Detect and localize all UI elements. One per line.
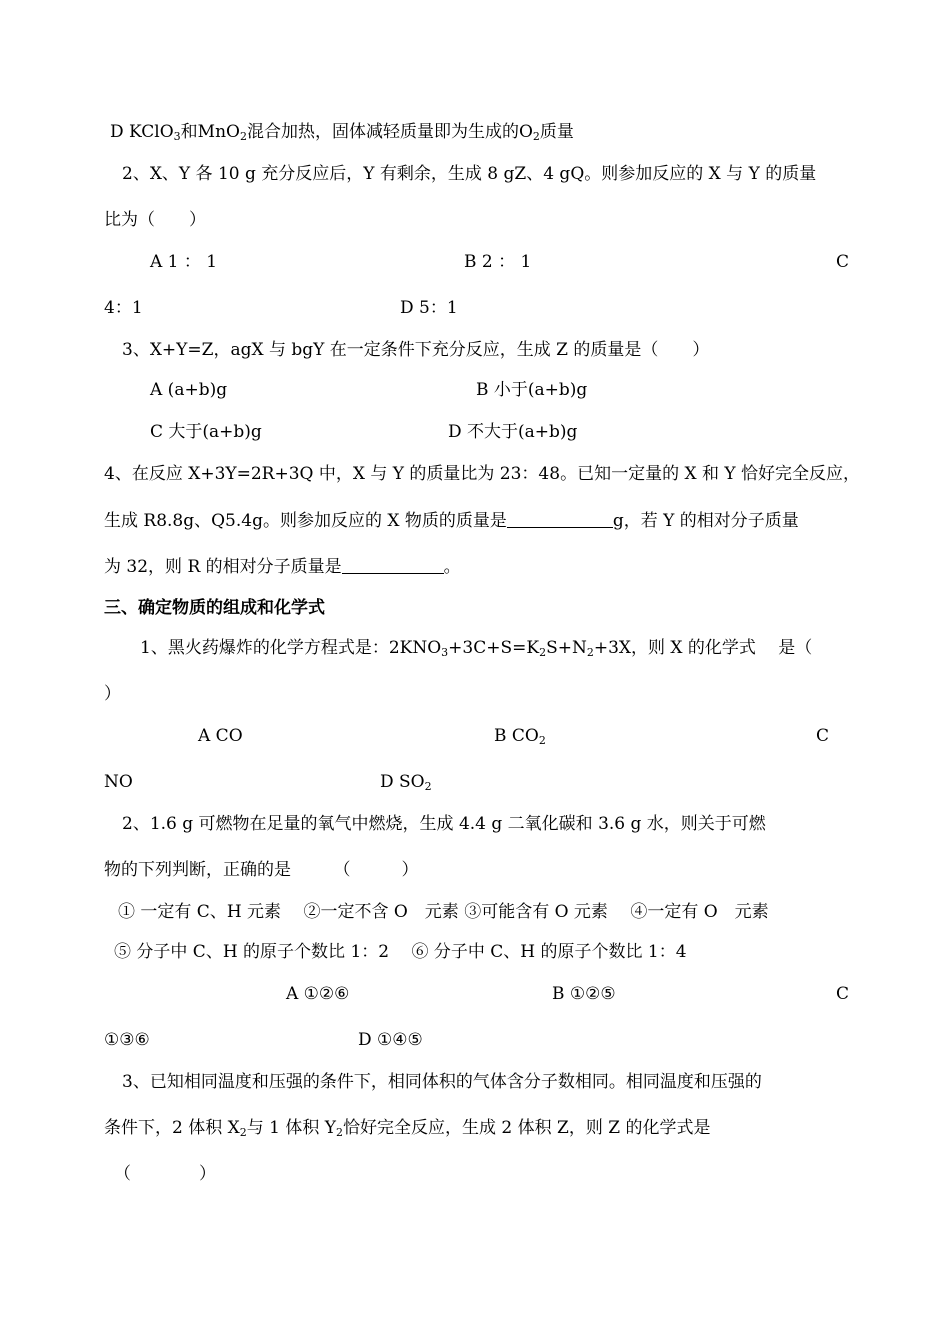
q3-option-d: D 不大于(a+b)g <box>448 422 578 442</box>
q4-stem-line2: 生成 R8.8g、Q5.4g。则参加反应的 X 物质的质量是 g，若 Y 的相对分子质量 <box>104 511 799 531</box>
q4-stem-line3: 为 32，则 R 的相对分子质量是 。 <box>104 557 461 577</box>
s3-q1-option-c-label: C <box>816 726 830 746</box>
s3-q2-option-d: D ①④⑤ <box>358 1030 423 1050</box>
s3-q1-stem-line2: ） <box>104 684 121 704</box>
s3-q2-statements-1: ① 一定有 C、H 元素 ②一定不含 O 元素 ③可能含有 O 元素 ④一定有 O 元素 <box>118 902 769 922</box>
s3-q3-stem-line1: 3、已知相同温度和压强的条件下，相同体积的气体含分子数相同。相同温度和压强的 <box>122 1072 762 1092</box>
q2-option-c-label: C <box>836 252 850 272</box>
s3-q1-option-c-value: NO <box>104 772 133 792</box>
s3-q1-option-a: A CO <box>198 726 243 746</box>
section-three-heading: 三、确定物质的组成和化学式 <box>104 598 325 618</box>
answer-blank-x-mass[interactable] <box>507 510 613 528</box>
q4-stem-line1: 4、在反应 X+3Y=2R+3Q 中，X 与 Y 的质量比为 23：48。已知一定量的 X 和 Y 恰好完全反应， <box>104 464 861 484</box>
q3-stem: 3、X+Y=Z，agX 与 bgY 在一定条件下充分反应，生成 Z 的质量是（ ） <box>122 340 710 360</box>
s3-q1-option-d: D $SO_2$ <box>380 772 432 793</box>
s3-q2-option-c-value: ①③⑥ <box>104 1030 150 1050</box>
s3-q2-stem-line2: 物的下列判断，正确的是 （ ） <box>104 860 419 880</box>
q3-option-c: C 大于(a+b)g <box>150 422 262 442</box>
q1-option-d: D KClO$_3$和MnO$_2$混合加热，固体减轻质量即为生成的$O_2$质量 <box>110 122 574 143</box>
s3-q2-statements-2: ⑤ 分子中 C、H 的原子个数比 1：2 ⑥ 分子中 C、H 的原子个数比 1：4 <box>114 942 687 962</box>
s3-q2-stem-line1: 2、1.6 g 可燃物在足量的氧气中燃烧，生成 4.4 g 二氧化碳和 3.6 g 水，则关于可燃 <box>122 814 766 834</box>
q2-option-d: D 5：1 <box>400 298 458 318</box>
q3-option-a: A (a+b)g <box>150 380 228 400</box>
q2-option-b: B 2 ： 1 <box>464 252 532 272</box>
s3-q2-option-c-label: C <box>836 984 850 1004</box>
s3-q3-answer-brackets: （ ） <box>114 1164 216 1184</box>
q2-stem-line1: 2、X、Y 各 10 g 充分反应后，Y 有剩余，生成 8 gZ、4 gQ。则参加反应的 X 与 Y 的质量 <box>122 164 817 184</box>
s3-q2-option-b: B ①②⑤ <box>552 984 616 1004</box>
q2-option-a: A 1 ： 1 <box>150 252 218 272</box>
s3-q1-stem: 1、黑火药爆炸的化学方程式是：$2KNO_3+3C+S=K_2S+N_2+3X$，则 X 的化学式 是（ <box>140 638 813 659</box>
answer-blank-r-molar-mass[interactable] <box>342 556 444 574</box>
q2-option-c-value: 4：1 <box>104 298 143 318</box>
q3-option-b: B 小于(a+b)g <box>476 380 588 400</box>
s3-q3-stem-line2: 条件下，2 体积 $X_2$与 1 体积 $Y_2$恰好完全反应，生成 2 体积 Z，则 Z 的化学式是 <box>104 1118 711 1139</box>
s3-q2-option-a: A ①②⑥ <box>286 984 350 1004</box>
s3-q1-option-b: B $CO_2$ <box>494 726 546 747</box>
q2-stem-line2: 比为（ ） <box>104 210 206 230</box>
